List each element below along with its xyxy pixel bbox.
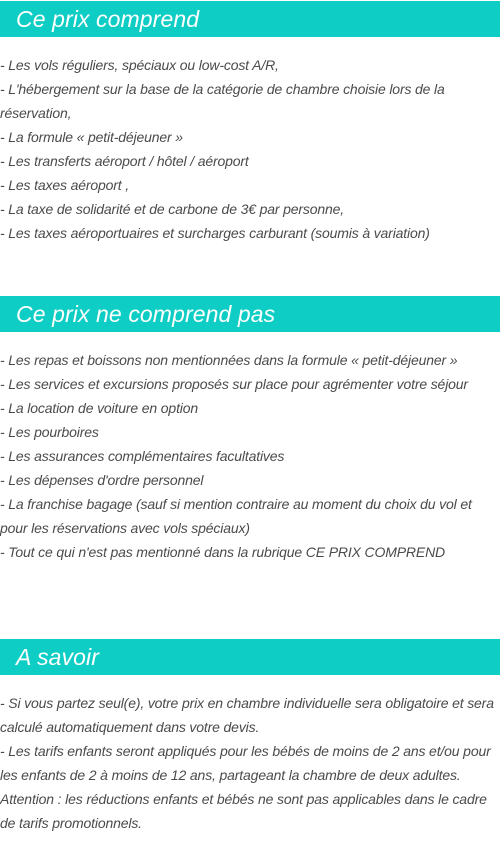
list-item: - La location de voiture en option	[0, 400, 199, 416]
list-item: - Les services et excursions proposés sur place pour agrémenter votre séjour	[0, 376, 468, 392]
list-item: - Les assurances complémentaires facultatives	[0, 448, 285, 464]
list-item: - Les dépenses d'ordre personnel	[0, 472, 204, 488]
list-item: - Les tarifs enfants seront appliqués pour les bébés de moins de 2 ans et/ou pour les enfants de 2 à moins de 12 ans, partageant la chambre de deux adultes.	[0, 743, 491, 783]
section-title: A savoir	[16, 643, 100, 670]
list-item: - L'hébergement sur la base de la catégorie de chambre choisie lors de la réservation,	[0, 81, 445, 121]
list-item: - La taxe de solidarité et de carbone de 3€ par personne,	[0, 201, 345, 217]
list-item: - Les pourboires	[0, 424, 99, 440]
list-item: - Les vols réguliers, spéciaux ou low-cost A/R,	[0, 57, 279, 73]
list-item: - Les transferts aéroport / hôtel / aéroport	[0, 153, 249, 169]
list-item: - Les taxes aéroport ,	[0, 177, 129, 193]
section-list-includes	[0, 53, 500, 245]
section-title: Ce prix comprend	[16, 5, 200, 32]
section-header-excludes	[0, 296, 500, 332]
list-item: - Tout ce qui n'est pas mentionné dans la rubrique CE PRIX COMPREND	[0, 544, 445, 560]
list-item: - Si vous partez seul(e), votre prix en chambre individuelle sera obligatoire et sera calculé automatiquement dans votre devis.	[0, 695, 494, 735]
section-list-good-to-know	[0, 691, 500, 835]
section-list-excludes	[0, 348, 500, 564]
list-item: Attention : les réductions enfants et bébés ne sont pas applicables dans le cadre de tarifs promotionnels.	[0, 791, 487, 831]
section-header-includes	[0, 1, 500, 37]
list-item: - La formule « petit-déjeuner »	[0, 129, 183, 145]
list-item: - Les taxes aéroportuaires et surcharges carburant (soumis à variation)	[0, 225, 430, 241]
section-title: Ce prix ne comprend pas	[16, 300, 276, 327]
list-item: - La franchise bagage (sauf si mention contraire au moment du choix du vol et pour les réservations avec vols spéciaux)	[0, 496, 472, 536]
section-header-good-to-know	[0, 639, 500, 675]
list-item: - Les repas et boissons non mentionnées dans la formule « petit-déjeuner »	[0, 352, 458, 368]
